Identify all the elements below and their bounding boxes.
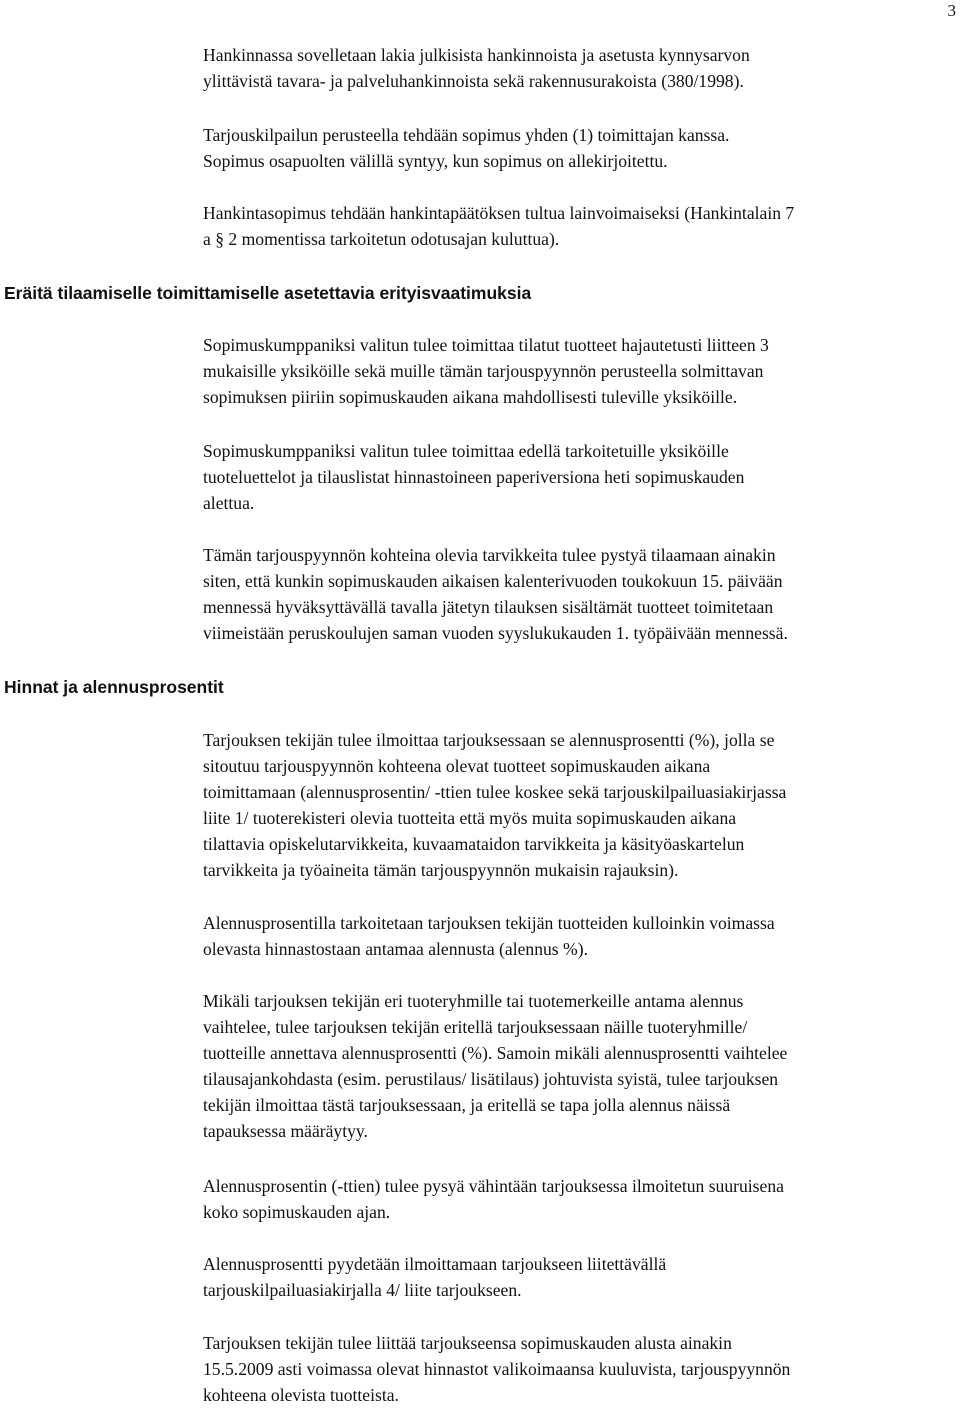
text-line: ylittävistä tavara- ja palveluhankinnoista sekä rakennusurakoista (380/1998).: [203, 71, 744, 91]
text-line: vaihtelee, tulee tarjouksen tekijän eritellä tarjouksessaan näille tuoteryhmille/: [203, 1017, 748, 1037]
page-number: 3: [947, 1, 956, 20]
text-line: Alennusprosentti pyydetään ilmoittamaan tarjoukseen liitettävällä: [203, 1254, 667, 1274]
text-line: 15.5.2009 asti voimassa olevat hinnastot valikoimaansa kuuluvista, tarjouspyynnön: [203, 1359, 791, 1379]
text-line: toimittamaan (alennusprosentin/ -ttien tulee koskee sekä tarjouskilpailuasiakirjassa: [203, 782, 787, 802]
text-line: mukaisille yksiköille sekä muille tämän tarjouspyynnön perusteella solmittavan: [203, 361, 764, 381]
text-line: Sopimuskumppaniksi valitun tulee toimittaa tilatut tuotteet hajautetusti liitteen 3: [203, 335, 769, 355]
paragraph-procurement-law: [203, 42, 955, 94]
paragraph-catalogues: [203, 438, 955, 516]
text-line: viimeistään peruskoulujen saman vuoden syyslukukauden 1. työpäivään mennessä.: [203, 623, 788, 643]
paragraph-varying-discounts: [203, 988, 955, 1144]
text-line: Hankintasopimus tehdään hankintapäätöksen tultua lainvoimaiseksi (Hankintalain 7: [203, 203, 795, 223]
text-line: Sopimuskumppaniksi valitun tulee toimittaa edellä tarkoitetuille yksiköille: [203, 441, 729, 461]
paragraph-contract-timing: [203, 200, 955, 252]
text-line: alettua.: [203, 493, 255, 513]
text-line: mennessä hyväksyttävällä tavalla jätetyn tilauksen sisältämät tuotteet toimitetaan: [203, 597, 774, 617]
paragraph-distributed-delivery: [203, 332, 955, 410]
paragraph-discount-form: [203, 1251, 955, 1303]
text-line: tarjouskilpailuasiakirjalla 4/ liite tarjoukseen.: [203, 1280, 522, 1300]
text-line: olevasta hinnastostaan antamaa alennusta (alennus %).: [203, 939, 588, 959]
text-line: koko sopimuskauden ajan.: [203, 1202, 391, 1222]
text-line: Hankinnassa sovelletaan lakia julkisista hankinnoista ja asetusta kynnysarvon: [203, 45, 750, 65]
text-line: Tarjouksen tekijän tulee liittää tarjoukseensa sopimuskauden alusta ainakin: [203, 1333, 732, 1353]
text-line: Tämän tarjouspyynnön kohteina olevia tarvikkeita tulee pystyä tilaamaan ainakin: [203, 545, 776, 565]
section-heading-special-requirements: Eräitä tilaamiselle toimittamiselle asetettavia erityisvaatimuksia: [4, 283, 532, 303]
paragraph-contract-supplier: [203, 122, 955, 174]
text-line: a § 2 momentissa tarkoitetun odotusajan kuluttua).: [203, 229, 560, 249]
paragraph-discount-definition: [203, 910, 955, 962]
text-line: sitoutuu tarjouspyynnön kohteena olevat tuotteet sopimuskauden aikana: [203, 756, 711, 776]
text-line: tapauksessa määräytyy.: [203, 1121, 368, 1141]
text-line: tuoteluettelot ja tilauslistat hinnastoineen paperiversiona heti sopimuskauden: [203, 467, 745, 487]
section-heading-prices-discounts: Hinnat ja alennusprosentit: [4, 677, 224, 697]
text-line: Tarjouksen tekijän tulee ilmoittaa tarjouksessaan se alennusprosentti (%), jolla se: [203, 730, 775, 750]
text-line: Alennusprosentilla tarkoitetaan tarjouksen tekijän tuotteiden kulloinkin voimassa: [203, 913, 775, 933]
text-line: tekijän ilmoittaa tästä tarjouksessaan, ja eritellä se tapa jolla alennus näissä: [203, 1095, 731, 1115]
text-line: kohteena olevista tuotteista.: [203, 1385, 399, 1405]
text-line: Mikäli tarjouksen tekijän eri tuoteryhmille tai tuotemerkeille antama alennus: [203, 991, 744, 1011]
text-line: liite 1/ tuoterekisteri olevia tuotteita että myös muita sopimuskauden aikana: [203, 808, 737, 828]
text-line: Sopimus osapuolten välillä syntyy, kun sopimus on allekirjoitettu.: [203, 151, 668, 171]
paragraph-discount-percentage: [203, 727, 955, 883]
paragraph-price-lists: [203, 1330, 955, 1408]
text-line: siten, että kunkin sopimuskauden aikaisen kalenterivuoden toukokuun 15. päivään: [203, 571, 783, 591]
text-line: Tarjouskilpailun perusteella tehdään sopimus yhden (1) toimittajan kanssa.: [203, 125, 730, 145]
text-line: tilattavia opiskelutarvikkeita, kuvaamataidon tarvikkeita ja käsityöaskartelun: [203, 834, 745, 854]
text-line: tarvikkeita ja työaineita tämän tarjouspyynnön mukaisin rajauksin).: [203, 860, 679, 880]
paragraph-delivery-deadline: [203, 542, 955, 646]
text-line: tuotteille annettava alennusprosentti (%). Samoin mikäli alennusprosentti vaihtelee: [203, 1043, 788, 1063]
text-line: tilausajankohdasta (esim. perustilaus/ lisätilaus) johtuvista syistä, tulee tarjouksen: [203, 1069, 779, 1089]
paragraph-discount-duration: [203, 1173, 955, 1225]
text-line: Alennusprosentin (-ttien) tulee pysyä vähintään tarjouksessa ilmoitetun suuruisena: [203, 1176, 784, 1196]
text-line: sopimuksen piiriin sopimuskauden aikana mahdollisesti tuleville yksiköille.: [203, 387, 738, 407]
